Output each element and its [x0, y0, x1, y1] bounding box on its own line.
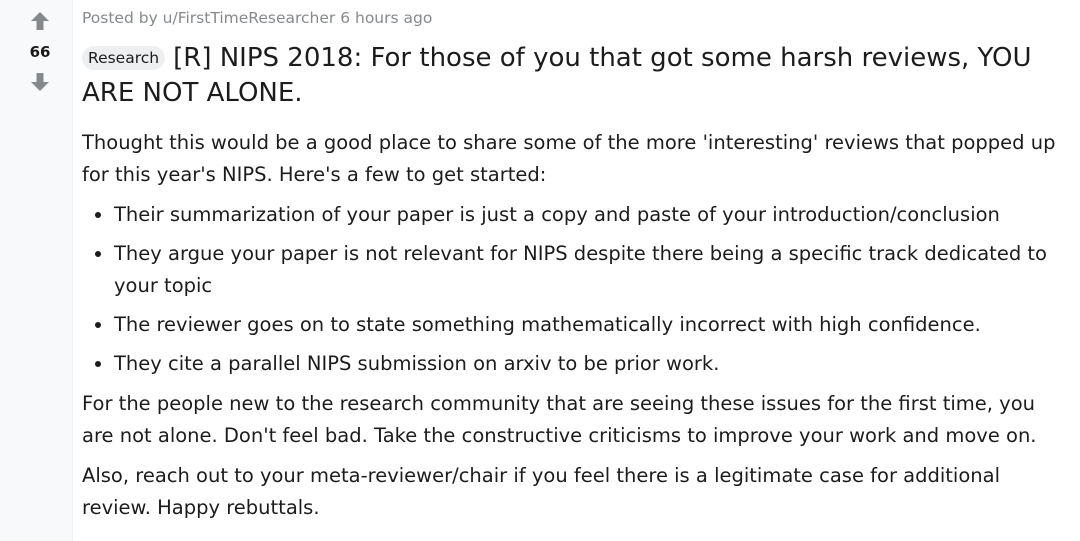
vote-score: 66 — [29, 43, 51, 61]
list-item: • Their summarization of your paper is just a copy and paste of your introduction/conclusion — [114, 199, 1057, 231]
vote-column — [0, 0, 73, 541]
downvote-button[interactable] — [29, 71, 51, 93]
list-item: • They argue your paper is not relevant for NIPS despite there being a specific track dedicated to your topic — [114, 238, 1057, 302]
post-container — [82, 0, 1062, 532]
list-item: • The reviewer goes on to state something mathematically incorrect with high confidence. — [114, 309, 1057, 341]
post-body — [82, 127, 1057, 524]
post-meta: Posted by u/FirstTimeResearcher 6 hours ago — [82, 9, 433, 27]
flair-badge[interactable]: Research — [82, 46, 165, 70]
post-paragraph-2: For the people new to the research community that are seeing these issues for the first time, you are not alone. Don't feel bad. Take the constructive criticisms to improve your work and move on. — [82, 392, 1037, 447]
post-intro: Thought this would be a good place to share some of the more 'interesting' reviews that popped up for this year's NIPS. Here's a few to get started: — [82, 131, 1056, 186]
arrow-up-icon — [30, 11, 50, 31]
post-paragraph-3: Also, reach out to your meta-reviewer/chair if you feel there is a legitimate case for additional review. Happy rebuttals. — [82, 464, 1001, 519]
post-title[interactable]: [R] NIPS 2018: For those of you that got some harsh reviews, YOU ARE NOT ALONE. — [82, 43, 1032, 108]
list-item: • They cite a parallel NIPS submission on arxiv to be prior work. — [114, 348, 1057, 380]
upvote-button[interactable] — [29, 10, 51, 32]
arrow-down-icon — [30, 72, 50, 92]
post-title-row — [82, 41, 1057, 111]
review-list — [82, 199, 1057, 380]
